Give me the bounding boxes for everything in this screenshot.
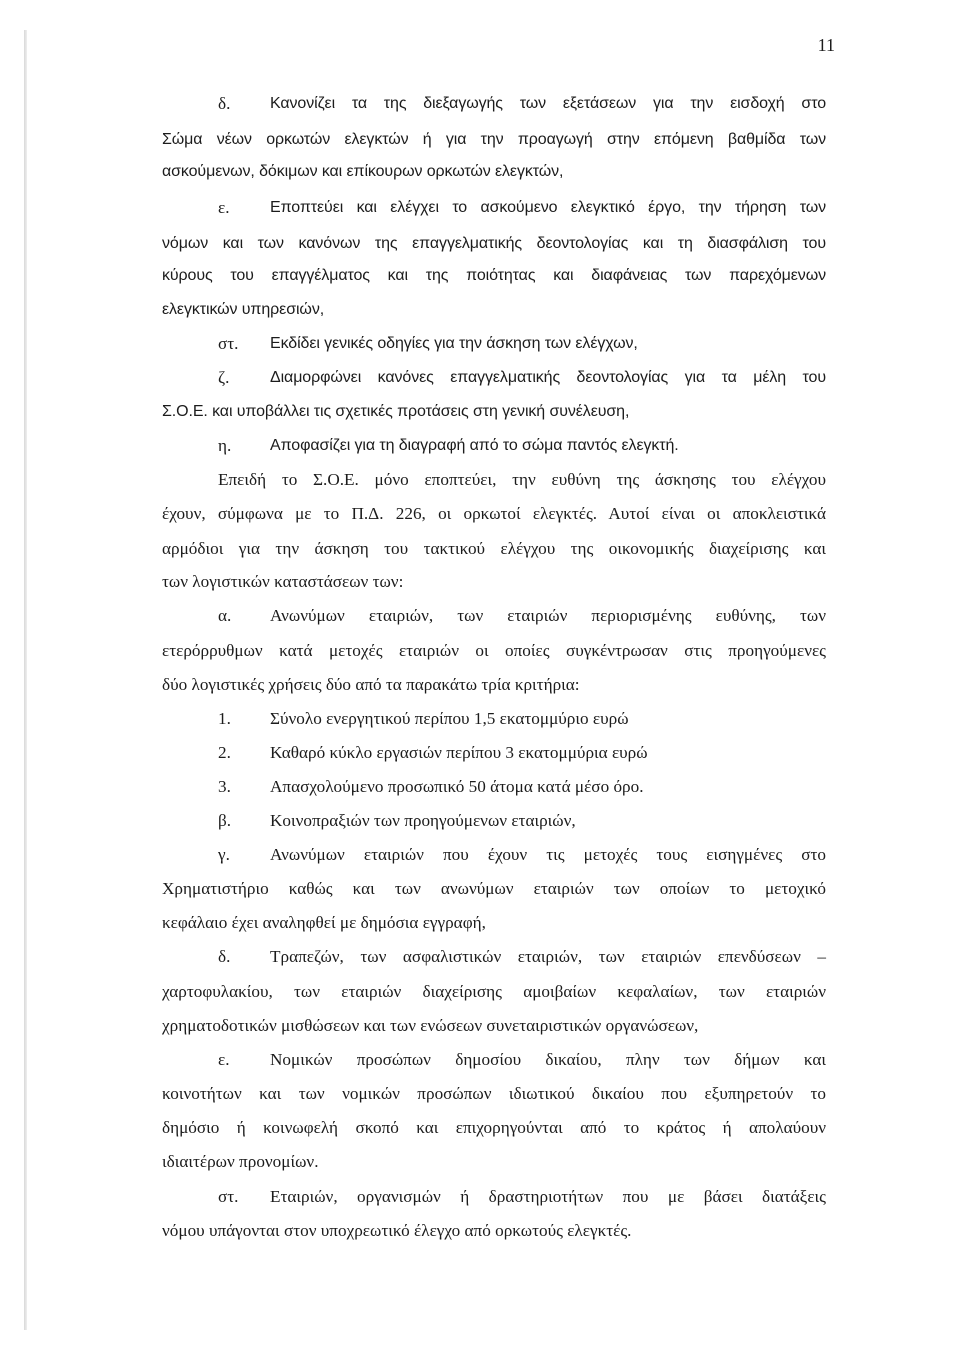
- line-text: των λογιστικών καταστάσεων των:: [162, 572, 404, 591]
- item-label: δ.: [218, 947, 231, 966]
- line-text: ετερόρρυθμων κατά μετοχές εταιριών οι οποίες συγκέντρωσαν στις προηγούμενες: [162, 641, 826, 660]
- text-line: [162, 911, 826, 935]
- item-text: Κοινοπραξιών των προηγούμενων εταιριών,: [270, 811, 576, 830]
- line-text: κύρους του επαγγέλματος και της ποιότητας και διαφάνειας των παρεχόμενων: [162, 267, 826, 284]
- item-text: Νομικών προσώπων δημοσίου δικαίου, πλην των δήμων και: [270, 1050, 826, 1069]
- line-text: νόμου υπάγονται στον υποχρεωτικό έλεγχο από ορκωτούς ελεγκτές.: [162, 1221, 632, 1240]
- text-line: [162, 537, 826, 561]
- item-text: Εκδίδει γενικές οδηγίες για την άσκηση των ελέγχων,: [270, 335, 638, 352]
- item-label: α.: [218, 606, 232, 625]
- item-label: 2.: [218, 743, 231, 762]
- line-text: έχουν, σύμφωνα με το Π.Δ. 226, οι ορκωτοί ελεγκτές. Αυτοί είναι οι αποκλειστικά: [162, 504, 826, 523]
- text-line: [162, 980, 826, 1004]
- line-text: Σ.Ο.Ε. και υποβάλλει τις σχετικές προτάσεις στη γενική συνέλευση,: [162, 403, 630, 420]
- text-line: [162, 1082, 826, 1106]
- item-label: ε.: [218, 1050, 230, 1069]
- item-text: Αποφασίζει για τη διαγραφή από το σώμα παντός ελεγκτή.: [270, 437, 679, 454]
- item-text: Εποπτεύει και ελέγχει το ασκούμενο ελεγκτικό έργο, την τήρηση των: [270, 199, 826, 216]
- item-text: Διαμορφώνει κανόνες επαγγελματικής δεοντολογίας για τα μέλη του: [270, 369, 826, 386]
- item-label: ζ.: [218, 368, 230, 387]
- line-text: χαρτοφυλακίου, των εταιριών διαχείρισης αμοιβαίων κεφαλαίων, των εταιριών: [162, 982, 826, 1001]
- line-text: κεφάλαιο έχει αναληφθεί με δημόσια εγγραφή,: [162, 913, 486, 932]
- line-text: δημόσιο ή κοινωφελή σκοπό και επιχορηγούνται από το κράτος ή απολαύουν: [162, 1118, 826, 1137]
- text-line: [162, 1116, 826, 1140]
- text-line: [162, 298, 826, 322]
- text-line: [162, 400, 826, 424]
- item-text: Κανονίζει τα της διεξαγωγής των εξετάσεων για την εισδοχή στο: [270, 95, 826, 112]
- line-text: χρηματοδοτικών μισθώσεων και των ενώσεων συνεταιριστικών οργανώσεων,: [162, 1016, 699, 1035]
- line-text: κοινοτήτων και των νομικών προσώπων ιδιωτικού δικαίου που εξυπηρετούν το: [162, 1084, 826, 1103]
- line-text: Σώμα νέων ορκωτών ελεγκτών ή για την προαγωγή στην επόμενη βαθμίδα των: [162, 131, 826, 148]
- text-line: [162, 160, 826, 184]
- text-line: [162, 264, 826, 288]
- text-line: [162, 877, 826, 901]
- page-number: 11: [817, 35, 835, 55]
- item-text: Απασχολούμενο προσωπικό 50 άτομα κατά μέσο όρο.: [270, 777, 644, 796]
- item-text: Ανωνύμων εταιριών, των εταιριών περιορισμένης ευθύνης, των: [270, 606, 826, 625]
- text-line: [162, 1014, 826, 1038]
- item-text: Καθαρό κύκλο εργασιών περίπου 3 εκατομμύρια ευρώ: [270, 743, 648, 762]
- text-line: [162, 673, 826, 697]
- item-text: Εταιριών, οργανισμών ή δραστηριοτήτων που με βάσει διατάξεις: [270, 1187, 826, 1206]
- item-label: β.: [218, 811, 232, 830]
- item-label: 1.: [218, 709, 231, 728]
- line-text: ασκούμενων, δόκιμων και επίκουρων ορκωτών ελεγκτών,: [162, 163, 564, 180]
- item-text: Ανωνύμων εταιριών που έχουν τις μετοχές τους εισηγμένες στο: [270, 845, 826, 864]
- text-line: [162, 570, 826, 594]
- line-text: νόμων και των κανόνων της επαγγελματικής δεοντολογίας και τη διασφάλιση του: [162, 235, 826, 252]
- text-line: [162, 232, 826, 256]
- paragraph-first-line: Επειδή το Σ.Ο.Ε. μόνο εποπτεύει, την ευθύνη της άσκησης του ελέγχου: [218, 470, 826, 489]
- item-text: Σύνολο ενεργητικού περίπου 1,5 εκατομμύριο ευρώ: [270, 709, 629, 728]
- item-label: στ.: [218, 1187, 239, 1206]
- item-label: δ.: [218, 94, 231, 113]
- item-label: γ.: [218, 845, 230, 864]
- line-text: Χρηματιστήριο καθώς και των ανωνύμων εταιριών των οποίων το μετοχικό: [162, 879, 826, 898]
- text-line: [162, 1219, 826, 1243]
- line-text: αρμόδιοι για την άσκηση του τακτικού ελέγχου της οικονομικής διαχείρισης και: [162, 539, 826, 558]
- line-text: ελεγκτικών υπηρεσιών,: [162, 301, 325, 318]
- text-line: [162, 128, 826, 152]
- scan-edge: [24, 30, 27, 1330]
- item-label: στ.: [218, 334, 239, 353]
- line-text: ιδιαιτέρων προνομίων.: [162, 1152, 319, 1171]
- text-line: [162, 639, 826, 663]
- item-label: ε.: [218, 198, 230, 217]
- line-text: δύο λογιστικές χρήσεις δύο από τα παρακάτω τρία κριτήρια:: [162, 675, 580, 694]
- text-line: [162, 502, 826, 526]
- item-label: η.: [218, 436, 232, 455]
- item-label: 3.: [218, 777, 231, 796]
- item-text: Τραπεζών, των ασφαλιστικών εταιριών, των εταιριών επενδύσεων –: [270, 947, 826, 966]
- text-line: [162, 1150, 826, 1174]
